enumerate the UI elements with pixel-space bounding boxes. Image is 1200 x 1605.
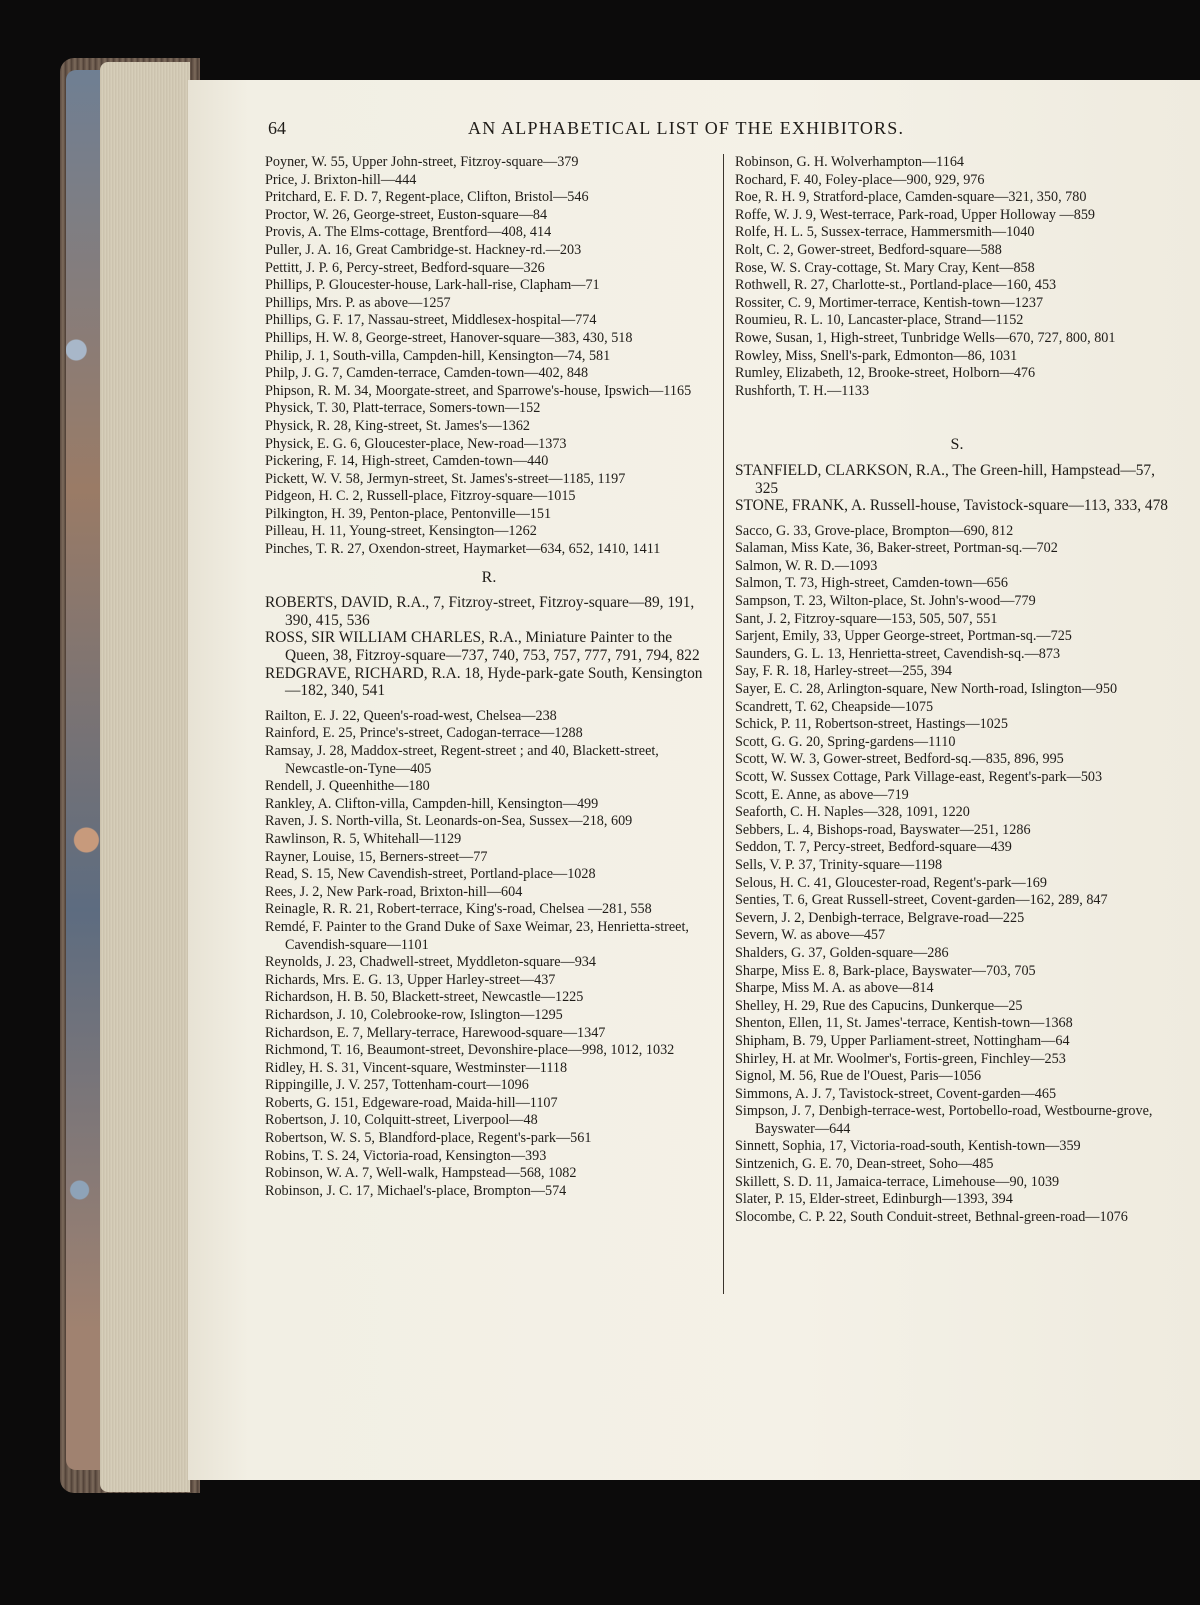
exhibitor-entry: Richmond, T. 16, Beaumont-street, Devonshire-place—998, 1012, 1032 — [265, 1042, 675, 1059]
exhibitor-entry: Sacco, G. 33, Grove-place, Brompton—690, 812 — [735, 522, 1014, 539]
exhibitor-entry: Proctor, W. 26, George-street, Euston-square—84 — [265, 206, 548, 223]
exhibitor-entry: Sarjent, Emily, 33, Upper George-street, Portman-sq.—725 — [735, 628, 1072, 645]
exhibitor-entry: Scott, W. Sussex Cottage, Park Village-east, Regent's-park—503 — [735, 769, 1103, 785]
exhibitor-entry: Richardson, H. B. 50, Blackett-street, Newcastle—1225 — [265, 989, 584, 1006]
exhibitor-entry: Pickering, F. 14, High-street, Camden-town—440 — [265, 453, 549, 470]
exhibitor-entry: Rayner, Louise, 15, Berners-street—77 — [265, 848, 488, 865]
exhibitor-entry: Ramsay, J. 28, Maddox-street, Regent-street ; and 40, Blackett-street, Newcastle-on-Tyne—405 — [265, 743, 659, 777]
exhibitor-entry: Roumieu, R. L. 10, Lancaster-place, Strand—1152 — [735, 312, 1024, 329]
section-heading: S. — [950, 436, 964, 454]
exhibitor-entry: Simpson, J. 7, Denbigh-terrace-west, Portobello-road, Westbourne-grove, Bayswater—644 — [735, 1103, 1153, 1137]
spacer — [735, 400, 1179, 426]
exhibitor-entry: Philp, J. G. 7, Camden-terrace, Camden-town—402, 848 — [265, 365, 589, 382]
exhibitor-entry: Rose, W. S. Cray-cottage, St. Mary Cray, Kent—858 — [735, 259, 1035, 276]
exhibitor-entry: Puller, J. A. 16, Great Cambridge-st. Hackney-rd.—203 — [265, 241, 582, 258]
exhibitor-entry: Philip, J. 1, South-villa, Campden-hill, Kensington—74, 581 — [265, 347, 611, 364]
exhibitor-entry: Ridley, H. S. 31, Vincent-square, Westminster—1118 — [265, 1059, 568, 1076]
exhibitor-entry: Rochard, F. 40, Foley-place—900, 929, 976 — [735, 171, 985, 188]
exhibitor-entry: Scott, E. Anne, as above—719 — [735, 786, 909, 803]
exhibitor-entry: Salaman, Miss Kate, 36, Baker-street, Portman-sq.—702 — [735, 540, 1058, 557]
exhibitor-entry: Robinson, G. H. Wolverhampton—1164 — [735, 154, 965, 170]
column-divider — [723, 154, 724, 1294]
exhibitor-entry: Shirley, H. at Mr. Woolmer's, Fortis-green, Finchley—253 — [735, 1050, 1066, 1067]
exhibitor-entry: Severn, J. 2, Denbigh-terrace, Belgrave-road—225 — [735, 909, 1025, 926]
exhibitor-entry: Rolt, C. 2, Gower-street, Bedford-square—588 — [735, 241, 1002, 258]
exhibitor-entry: Read, S. 15, New Cavendish-street, Portland-place—1028 — [265, 866, 596, 883]
page-title: AN ALPHABETICAL LIST OF THE EXHIBITORS. — [468, 118, 905, 138]
exhibitor-entry: Reynolds, J. 23, Chadwell-street, Myddleton-square—934 — [265, 954, 596, 971]
exhibitor-entry: Price, J. Brixton-hill—444 — [265, 171, 417, 188]
exhibitor-entry: Rolfe, H. L. 5, Sussex-terrace, Hammersmith—1040 — [735, 224, 1035, 241]
exhibitor-entry: Salmon, W. R. D.—1093 — [735, 557, 878, 574]
exhibitor-entry: Pinches, T. R. 27, Oxendon-street, Haymarket—634, 652, 1410, 1411 — [265, 541, 661, 558]
exhibitor-entry: Rushforth, T. H.—1133 — [735, 382, 870, 399]
exhibitor-entry: Phipson, R. M. 34, Moorgate-street, and Sparrowe's-house, Ipswich—1165 — [265, 382, 692, 399]
exhibitor-entry: Richards, Mrs. E. G. 13, Upper Harley-street—437 — [265, 971, 556, 988]
exhibitor-entry: Pritchard, E. F. D. 7, Regent-place, Clifton, Bristol—546 — [265, 189, 589, 206]
exhibitor-entry: Roffe, W. J. 9, West-terrace, Park-road, Upper Holloway —859 — [735, 206, 1096, 223]
exhibitor-entry: Phillips, G. F. 17, Nassau-street, Middlesex-hospital—774 — [265, 312, 597, 329]
exhibitor-entry: Pilleau, H. 11, Young-street, Kensington—1262 — [265, 523, 537, 540]
exhibitor-entry: Sinnett, Sophia, 17, Victoria-road-south, Kentish-town—359 — [735, 1138, 1081, 1155]
right-column — [735, 154, 1179, 1226]
exhibitor-entry: Rowe, Susan, 1, High-street, Tunbridge Wells—670, 727, 800, 801 — [735, 329, 1116, 346]
exhibitor-entry: Robinson, J. C. 17, Michael's-place, Brompton—574 — [265, 1182, 567, 1199]
exhibitor-entry: Sharpe, Miss E. 8, Bark-place, Bayswater—703, 705 — [735, 962, 1036, 979]
exhibitor-entry: Shenton, Ellen, 11, St. James'-terrace, Kentish-town—1368 — [735, 1015, 1073, 1032]
exhibitor-entry: Railton, E. J. 22, Queen's-road-west, Chelsea—238 — [265, 707, 557, 724]
exhibitor-entry: Sintzenich, G. E. 70, Dean-street, Soho—485 — [735, 1156, 994, 1173]
exhibitor-entry: Sayer, E. C. 28, Arlington-square, New North-road, Islington—950 — [735, 681, 1118, 698]
spacer — [735, 515, 1179, 523]
exhibitor-entry: Sells, V. P. 37, Trinity-square—1198 — [735, 856, 943, 873]
exhibitor-entry: Poyner, W. 55, Upper John-street, Fitzroy-square—379 — [265, 154, 579, 170]
exhibitor-entry: Selous, H. C. 41, Gloucester-road, Regent's-park—169 — [735, 874, 1047, 891]
exhibitor-entry: Rowley, Miss, Snell's-park, Edmonton—86, 1031 — [735, 347, 1018, 364]
exhibitor-entry: Severn, W. as above—457 — [735, 927, 886, 944]
page-header — [188, 118, 1188, 146]
exhibitor-entry: Remdé, F. Painter to the Grand Duke of Saxe Weimar, 23, Henrietta-street, Cavendish-square—1101 — [265, 918, 689, 953]
exhibitor-entry: Simmons, A. J. 7, Tavistock-street, Covent-garden—465 — [735, 1085, 1057, 1102]
exhibitor-entry: REDGRAVE, RICHARD, R.A. 18, Hyde-park-gate South, Kensington—182, 340, 541 — [265, 664, 703, 700]
exhibitor-entry: Roberts, G. 151, Edgeware-road, Maida-hill—1107 — [265, 1094, 558, 1111]
exhibitor-entry: Shelley, H. 29, Rue des Capucins, Dunkerque—25 — [735, 997, 1023, 1014]
exhibitor-entry: Phillips, P. Gloucester-house, Lark-hall-rise, Clapham—71 — [265, 277, 600, 294]
exhibitor-entry: Physick, R. 28, King-street, St. James's—1362 — [265, 417, 531, 434]
exhibitor-entry: STONE, FRANK, A. Russell-house, Tavistock-square—113, 333, 478 — [735, 497, 1168, 515]
exhibitor-entry: Seddon, T. 7, Percy-street, Bedford-square—439 — [735, 839, 1012, 856]
left-column — [265, 154, 713, 1200]
exhibitor-entry: Pidgeon, H. C. 2, Russell-place, Fitzroy-square—1015 — [265, 488, 576, 505]
exhibitor-entry: Slater, P. 15, Elder-street, Edinburgh—1393, 394 — [735, 1191, 1013, 1208]
exhibitor-entry: Physick, E. G. 6, Gloucester-place, New-road—1373 — [265, 435, 567, 452]
exhibitor-entry: Rees, J. 2, New Park-road, Brixton-hill—604 — [265, 883, 523, 900]
exhibitor-entry: Raven, J. S. North-villa, St. Leonards-on-Sea, Sussex—218, 609 — [265, 813, 633, 830]
exhibitor-entry: Rippingille, J. V. 257, Tottenham-court—1096 — [265, 1077, 529, 1094]
exhibitor-entry: Senties, T. 6, Great Russell-street, Covent-garden—162, 289, 847 — [735, 892, 1108, 909]
section-heading: R. — [481, 568, 497, 586]
exhibitor-entry: Rossiter, C. 9, Mortimer-terrace, Kentish-town—1237 — [735, 294, 1044, 311]
exhibitor-entry: Saunders, G. L. 13, Henrietta-street, Cavendish-sq.—873 — [735, 645, 1061, 662]
exhibitor-entry: Scott, G. G. 20, Spring-gardens—1110 — [735, 733, 956, 750]
exhibitor-entry: Richardson, E. 7, Mellary-terrace, Harewood-square—1347 — [265, 1024, 606, 1041]
exhibitor-entry: Rothwell, R. 27, Charlotte-st., Portland-place—160, 453 — [735, 277, 1057, 294]
exhibitor-entry: STANFIELD, CLARKSON, R.A., The Green-hill, Hampstead—57, 325 — [735, 461, 1155, 497]
exhibitor-entry: Rainford, E. 25, Prince's-street, Cadogan-terrace—1288 — [265, 725, 583, 742]
exhibitor-entry: Reinagle, R. R. 21, Robert-terrace, King's-road, Chelsea —281, 558 — [265, 901, 652, 918]
exhibitor-entry: Schick, P. 11, Robertson-street, Hastings—1025 — [735, 716, 1008, 733]
exhibitor-entry: ROBERTS, DAVID, R.A., 7, Fitzroy-street, Fitzroy-square—89, 191, 390, 415, 536 — [265, 594, 695, 629]
exhibitor-entry: Skillett, S. D. 11, Jamaica-terrace, Limehouse—90, 1039 — [735, 1173, 1060, 1190]
exhibitor-entry: Rankley, A. Clifton-villa, Campden-hill, Kensington—499 — [265, 795, 599, 812]
exhibitor-entry: Rendell, J. Queenhithe—180 — [265, 778, 430, 795]
exhibitor-entry: Richardson, J. 10, Colebrooke-row, Islington—1295 — [265, 1006, 563, 1023]
exhibitor-entry: Pettitt, J. P. 6, Percy-street, Bedford-square—326 — [265, 259, 545, 276]
page-edges — [100, 62, 190, 1492]
exhibitor-entry: Sampson, T. 23, Wilton-place, St. John's-wood—779 — [735, 593, 1036, 610]
exhibitor-entry: Salmon, T. 73, High-street, Camden-town—656 — [735, 575, 1008, 592]
exhibitor-entry: Roe, R. H. 9, Stratford-place, Camden-square—321, 350, 780 — [735, 189, 1087, 206]
exhibitor-entry: Pilkington, H. 39, Penton-place, Pentonville—151 — [265, 505, 552, 522]
book-page — [188, 80, 1200, 1480]
exhibitor-entry: Scott, W. W. 3, Gower-street, Bedford-sq.—835, 896, 995 — [735, 751, 1064, 768]
marbled-endpaper — [66, 70, 100, 1470]
exhibitor-entry: Sharpe, Miss M. A. as above—814 — [735, 980, 934, 997]
exhibitor-entry: Shalders, G. 37, Golden-square—286 — [735, 944, 949, 961]
exhibitor-entry: Phillips, Mrs. P. as above—1257 — [265, 294, 451, 311]
exhibitor-entry: Robertson, J. 10, Colquitt-street, Liverpool—48 — [265, 1112, 538, 1129]
exhibitor-entry: Phillips, H. W. 8, George-street, Hanover-square—383, 430, 518 — [265, 329, 633, 346]
page-number: 64 — [268, 118, 286, 138]
exhibitor-entry: Robertson, W. S. 5, Blandford-place, Regent's-park—561 — [265, 1130, 592, 1147]
exhibitor-entry: Slocombe, C. P. 22, South Conduit-street, Bethnal-green-road—1076 — [735, 1208, 1128, 1225]
exhibitor-entry: Physick, T. 30, Platt-terrace, Somers-town—152 — [265, 400, 541, 417]
exhibitor-entry: Provis, A. The Elms-cottage, Brentford—408, 414 — [265, 224, 552, 241]
exhibitor-entry: Robins, T. S. 24, Victoria-road, Kensington—393 — [265, 1147, 547, 1164]
exhibitor-entry: ROSS, SIR WILLIAM CHARLES, R.A., Miniature Painter to the Queen, 38, Fitzroy-square—737, 740, 753, 757, 777, 791, 794, 822 — [265, 629, 700, 665]
exhibitor-entry: Robinson, W. A. 7, Well-walk, Hampstead—568, 1082 — [265, 1165, 577, 1182]
spacer — [265, 700, 713, 708]
exhibitor-entry: Signol, M. 56, Rue de l'Ouest, Paris—1056 — [735, 1068, 982, 1085]
exhibitor-entry: Scandrett, T. 62, Cheapside—1075 — [735, 698, 934, 715]
exhibitor-entry: Sebbers, L. 4, Bishops-road, Bayswater—251, 1286 — [735, 821, 1031, 838]
exhibitor-entry: Pickett, W. V. 58, Jermyn-street, St. James's-street—1185, 1197 — [265, 470, 626, 487]
exhibitor-entry: Rumley, Elizabeth, 12, Brooke-street, Holborn—476 — [735, 365, 1036, 382]
exhibitor-entry: Sant, J. 2, Fitzroy-square—153, 505, 507, 551 — [735, 610, 998, 627]
exhibitor-entry: Rawlinson, R. 5, Whitehall—1129 — [265, 830, 462, 847]
exhibitor-entry: Shipham, B. 79, Upper Parliament-street, Nottingham—64 — [735, 1032, 1070, 1049]
exhibitor-entry: Seaforth, C. H. Naples—328, 1091, 1220 — [735, 804, 970, 821]
exhibitor-entry: Say, F. R. 18, Harley-street—255, 394 — [735, 663, 953, 680]
